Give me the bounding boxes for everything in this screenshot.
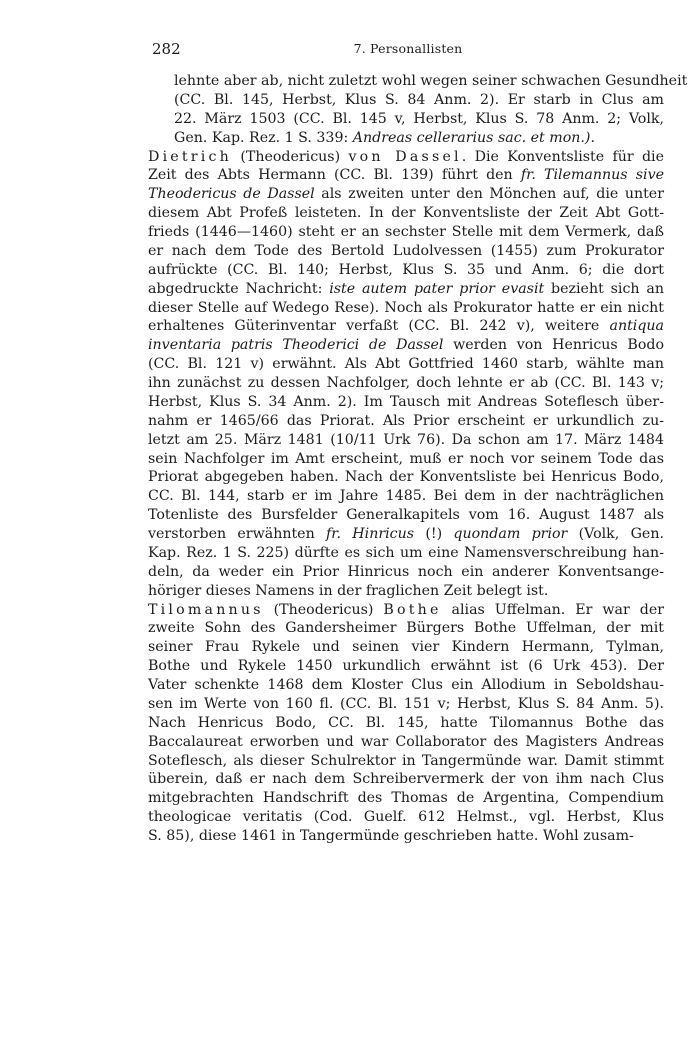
text-line [174, 72, 688, 91]
text-line [148, 299, 664, 318]
text-line [148, 789, 664, 808]
text-segment: . Die Konventsliste für die [461, 148, 664, 165]
text-segment: seiner Frau Rykele und seinen vier Kindern Hermann, Tylman, [148, 639, 664, 656]
text-line [148, 393, 664, 412]
text-line [148, 317, 664, 336]
text-line [148, 355, 664, 374]
text-line [174, 129, 664, 148]
quoted-latin: Andreas cellerarius sac. et mon.). [352, 129, 595, 146]
text-segment: S. 85), diese 1461 in Tangermünde geschrieben hatte. Wohl zusam- [148, 828, 634, 844]
text-segment: lehnte aber ab, nicht zuletzt wohl wegen seiner schwachen Gesundheit [174, 73, 688, 89]
text-segment: alias Uffelman. Er war der [441, 601, 664, 618]
text-segment: mitgebrachten Handschrift des Thomas de Argentina, Compendium [148, 790, 664, 807]
page-body [148, 72, 688, 846]
text-line [148, 412, 664, 431]
text-segment: er nach dem Tode des Bertold Ludolvessen (1455) zum Prokurator [148, 242, 664, 259]
text-line [148, 619, 664, 638]
page-header [152, 40, 664, 62]
text-segment: (CC. Bl. 121 v) erwähnt. Als Abt Gottfried 1460 starb, wählte man [148, 356, 664, 373]
text-line [148, 770, 664, 789]
text-line [148, 676, 664, 695]
text-line [148, 752, 664, 771]
continuation-paragraph [148, 72, 688, 148]
entry-name: Dietrich [148, 148, 233, 165]
text-line [148, 261, 664, 280]
text-segment: Nach Henricus Bodo, CC. Bl. 145, hatte Tilomannus Bothe das [148, 714, 664, 731]
text-segment: abgedruckte Nachricht: [148, 280, 330, 297]
quoted-latin: antiqua [609, 318, 664, 335]
text-line [148, 166, 664, 185]
text-line [148, 808, 664, 827]
text-segment: Totenliste des Bursfelder Generalkapitels vom 16. August 1487 als [148, 507, 664, 524]
text-segment: 22. März 1503 (CC. Bl. 145 v, Herbst, Klus S. 78 Anm. 2; Volk, [174, 110, 664, 127]
text-line [148, 582, 664, 601]
text-segment: als zweiten unter den Mönchen auf, die unter [314, 186, 664, 203]
text-line [148, 280, 664, 299]
text-segment: bezieht sich an [544, 280, 664, 297]
text-segment: Herbst, Klus S. 34 Anm. 2). Im Tausch mit Andreas Soteflesch über- [148, 393, 664, 410]
text-segment: Soteflesch, als dieser Schulrektor in Tangermünde war. Damit stimmt [148, 752, 664, 769]
text-segment: sen im Werte von 160 fl. (CC. Bl. 151 v; Herbst, Klus S. 84 Anm. 5). [148, 695, 664, 712]
text-segment: (Theodericus) [232, 148, 349, 165]
text-line [148, 638, 664, 657]
text-line [148, 148, 664, 167]
register-entry [148, 148, 664, 601]
text-segment: theologicae veritatis (Cod. Guelf. 612 Helmst., vgl. Herbst, Klus [148, 809, 664, 826]
text-segment: Bothe und Rykele 1450 urkundlich erwähnt ist (6 Urk 453). Der [148, 658, 664, 675]
text-segment: Zeit des Abts Hermann (CC. Bl. 139) führt den [148, 167, 521, 184]
text-segment: letzt am 25. März 1481 (10/11 Urk 76). Da schon am 17. März 1484 [148, 431, 664, 448]
text-segment: frieds (1446—1460) steht er an sechster Stelle mit dem Vermerk, daß [148, 224, 664, 240]
text-segment: werden von Henricus Bodo [443, 337, 664, 354]
register-entry [148, 601, 664, 846]
text-segment: Kap. Rez. 1 S. 225) dürfte es sich um eine Namensverschreibung han- [148, 544, 664, 561]
text-segment: diesem Abt Profeß leisteten. In der Konventsliste der Zeit Abt Gott- [148, 205, 664, 222]
text-line [148, 601, 664, 620]
text-line [148, 336, 664, 355]
text-segment: nahm er 1465/66 das Priorat. Als Prior erscheint er urkundlich zu- [148, 412, 664, 429]
text-segment: erhaltenes Güterinventar verfaßt (CC. Bl. 242 v), weitere [148, 318, 610, 335]
text-line [148, 733, 664, 752]
text-segment: deln, da weder ein Prior Hinricus noch ein anderer Konventsange- [148, 563, 664, 580]
text-line [174, 91, 664, 110]
text-line [148, 450, 664, 469]
text-line [148, 827, 664, 846]
quoted-latin: iste autem pater prior evasit [329, 280, 545, 297]
text-line [148, 468, 664, 487]
text-line [148, 223, 664, 242]
text-line [148, 563, 664, 582]
text-segment: höriger dieses Namens in der fraglichen Zeit belegt ist. [148, 582, 549, 599]
text-line [148, 714, 664, 733]
text-segment: CC. Bl. 144, starb er im Jahre 1485. Bei dem in der nachträglichen [148, 488, 664, 505]
text-line [148, 544, 664, 563]
text-line [148, 242, 664, 261]
text-segment: dieser Stelle auf Wedego Rese). Noch als Prokurator hatte er ein nicht [148, 299, 664, 316]
text-line [148, 525, 664, 544]
quoted-latin: fr. Tilemannus sive [520, 167, 664, 184]
quoted-latin: quondam prior [453, 526, 568, 542]
text-segment: Gen. Kap. Rez. 1 S. 339: [174, 129, 353, 146]
text-segment: überein, daß er nach dem Schreibervermerk der von ihm nach Clus [148, 771, 664, 788]
text-segment: Vater schenkte 1468 dem Kloster Clus ein Allodium in Seboldshau- [148, 677, 664, 693]
text-segment: Priorat abgegeben haben. Nach der Konventsliste bei Henricus Bodo, [148, 469, 664, 486]
text-line [148, 695, 664, 714]
text-segment: (Theodericus) [263, 601, 384, 618]
text-segment: (!) [414, 526, 454, 542]
entry-name: Tilomannus [148, 601, 264, 618]
text-line [148, 487, 664, 506]
quoted-latin: inventaria patris Theoderici de Dassel [148, 337, 444, 354]
text-segment: sein Nachfolger im Amt erscheint, muß er noch vor seinem Tode das [148, 450, 664, 467]
page-number: 282 [152, 40, 181, 58]
text-line [148, 374, 664, 393]
text-line [148, 204, 664, 223]
running-title: 7. Personallisten [353, 41, 463, 56]
text-line [174, 110, 664, 129]
entry-name: von Dassel [348, 148, 462, 165]
quoted-latin: fr. Hinricus [326, 526, 415, 542]
text-line [148, 657, 664, 676]
entry-name: Bothe [383, 601, 442, 618]
text-line [148, 185, 664, 204]
text-segment: (Volk, Gen. [567, 526, 664, 542]
text-line [148, 431, 664, 450]
quoted-latin: Theodericus de Dassel [148, 186, 315, 203]
text-segment: zweite Sohn des Gandersheimer Bürgers Bothe Uffelman, der mit [148, 620, 664, 637]
text-segment: ihn zunächst zu dessen Nachfolger, doch lehnte er ab (CC. Bl. 143 v; [148, 375, 664, 391]
text-segment: aufrückte (CC. Bl. 140; Herbst, Klus S. 35 und Anm. 6; die dort [148, 261, 664, 278]
text-segment: Baccalaureat erworben und war Collaborator des Magisters Andreas [148, 733, 664, 750]
text-line [148, 506, 664, 525]
text-segment: verstorben erwähnten [148, 526, 327, 542]
text-segment: (CC. Bl. 145, Herbst, Klus S. 84 Anm. 2). Er starb in Clus am [174, 91, 664, 108]
